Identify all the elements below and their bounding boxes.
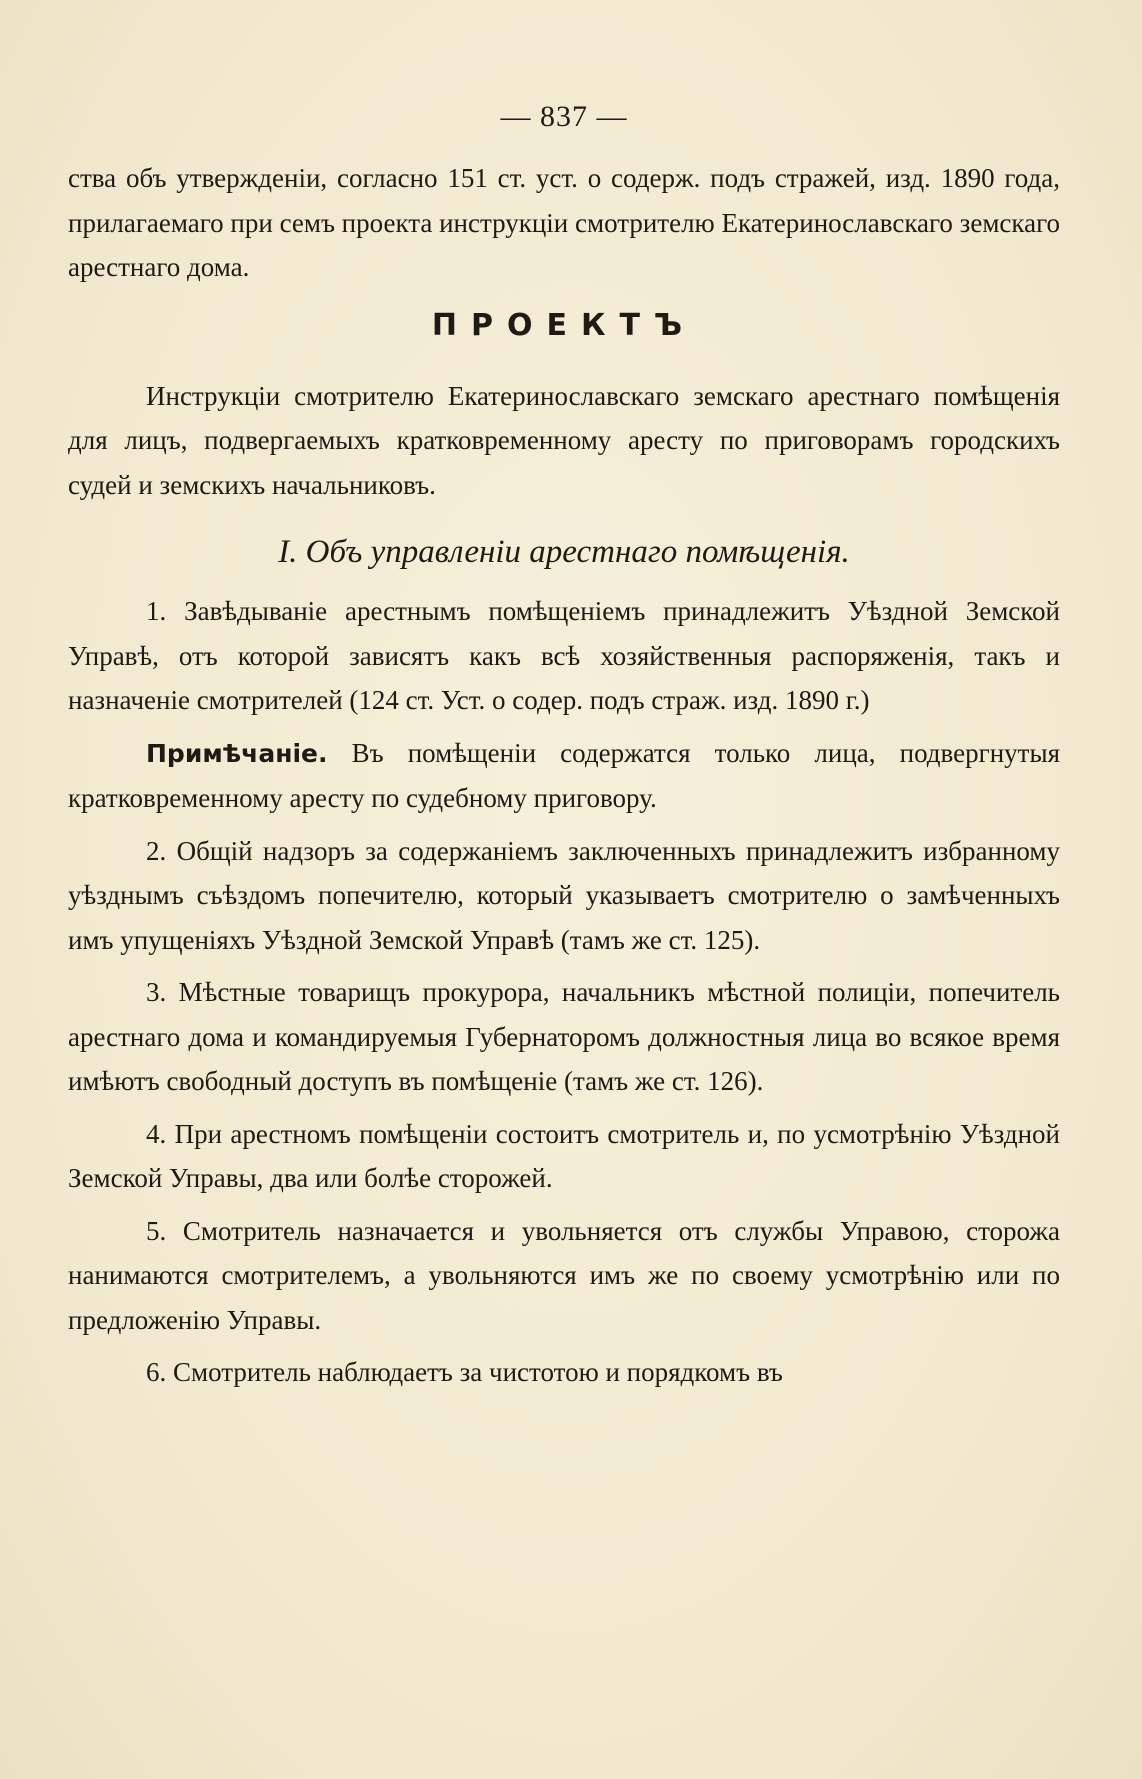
paragraph-4: 4. При арестномъ помѣщеніи состоитъ смотритель и, по усмотрѣнію Уѣздной Земской Управы, два или болѣе сторожей. [68,1118,1060,1193]
note-paragraph [68,731,1060,821]
paragraph-2: 2. Общій надзоръ за содержаніемъ заключенныхъ принадлежитъ избранному уѣзднымъ съѣздомъ попечителю, который указываетъ смотрителю о замѣченныхъ имъ упущеніяхъ Уѣздной Земской Управѣ (тамъ же ст. 125). [68,835,1060,955]
instruction-title: Инструкціи смотрителю Екатеринославскаго земскаго арестнаго помѣщенія для лицъ, подвергаемыхъ кратковременному аресту по приговорамъ городскихъ судей и земскихъ начальниковъ. [68,380,1060,500]
paragraph-5: 5. Смотритель назначается и увольняется отъ службы Управою, сторожа нанимаются смотрителемъ, а увольняются имъ же по своему усмотрѣнію или по предложенію Управы. [68,1215,1060,1335]
section-heading: I. Объ управленіи арестнаго помѣщенія. [278,534,850,570]
intro-paragraph: ства объ утвержденіи, согласно 151 ст. уст. о содерж. подъ стражей, изд. 1890 года, прилагаемаго при семъ проекта инструкціи смотрителю Екатеринославскаго земскаго арестнаго дома. [68,163,1060,282]
paragraph-1: 1. Завѣдываніе арестнымъ помѣщеніемъ принадлежитъ Уѣздной Земской Управѣ, отъ которой зависятъ какъ всѣ хозяйственныя распоряженія, такъ и назначеніе смотрителей (124 ст. Уст. о содер. подъ страж. изд. 1890 г.) [68,596,1060,715]
note-label: Примѣчаніе. [146,738,328,768]
paragraph-3: 3. Мѣстные товарищъ прокурора, начальникъ мѣстной полиціи, попечитель арестнаго дома и командируемыя Губернаторомъ должностныя лица во всякое время имѣютъ свободный доступъ въ помѣщеніе (тамъ же ст. 126). [68,977,1060,1096]
paragraph-6: 6. Смотритель наблюдаетъ за чистотою и порядкомъ въ [146,1357,783,1387]
note-text: Въ помѣщеніи содержатся только лица, подвергнутыя кратковременному аресту по судебному приговору. [68,737,1061,813]
document-title: ПРОЕКТЪ [431,307,697,343]
page-number: — 837 — [500,100,628,133]
